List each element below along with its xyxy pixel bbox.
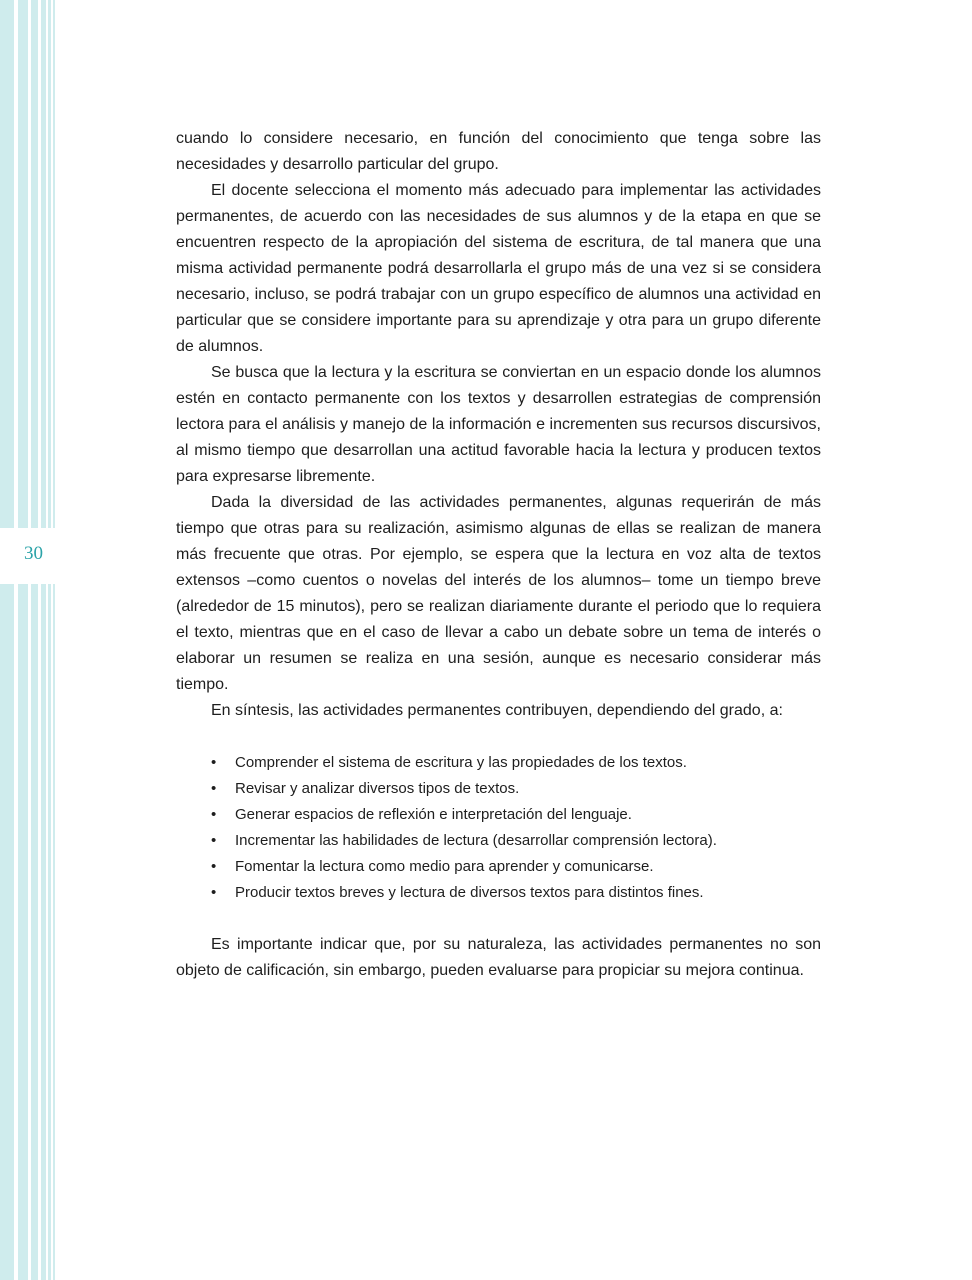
- list-item-text: Generar espacios de reflexión e interpretación del lenguaje.: [235, 806, 632, 823]
- list-item: [176, 880, 821, 906]
- list-item: [176, 854, 821, 880]
- margin-stripe: [41, 0, 46, 1280]
- list-item-text: Incrementar las habilidades de lectura (desarrollar comprensión lectora).: [235, 832, 717, 849]
- margin-stripe: [53, 0, 55, 1280]
- page-number: 30: [24, 543, 43, 564]
- list-item: [176, 776, 821, 802]
- paragraph-4: Dada la diversidad de las actividades permanentes, algunas requerirán de más tiempo que otras para su realización, asimismo algunas de ellas se realizan de manera más frecuente que otras. Por ejemplo, se espera que la lectura en voz alta de textos extensos –como cuentos o novelas del interés de los alumnos– tome un tiempo breve (alrededor de 15 minutos), pero se realizan diariamente durante el periodo que lo requiera el texto, mientras que en el caso de llevar a cabo un debate sobre un tema de interés o elaborar un resumen se realiza en una sesión, aunque es necesario considerar más tiempo.: [176, 494, 821, 693]
- margin-stripe: [48, 0, 51, 1280]
- list-item-text: Comprender el sistema de escritura y las propiedades de los textos.: [235, 754, 687, 771]
- body-text: [176, 126, 821, 984]
- bullet-icon: •: [211, 806, 217, 823]
- list-item-text: Fomentar la lectura como medio para aprender y comunicarse.: [235, 858, 654, 875]
- paragraph-5: En síntesis, las actividades permanentes contribuyen, dependiendo del grado, a:: [211, 702, 783, 719]
- paragraph-2: El docente selecciona el momento más adecuado para implementar las actividades permanentes, de acuerdo con las necesidades de sus alumnos y de la etapa en que se encuentren respecto de la apropiación del sistema de escritura, de tal manera que una misma actividad permanente podrá desarrollarla el grupo más de una vez si se considera necesario, incluso, se podrá trabajar con un grupo específico de alumnos una actividad en particular que se considere importante para su aprendizaje y otra para un grupo diferente de alumnos.: [176, 182, 821, 355]
- paragraph-3: Se busca que la lectura y la escritura se conviertan en un espacio donde los alumnos estén en contacto permanente con los textos y desarrollen estrategias de comprensión lectora para el análisis y manejo de la información e incrementen sus recursos discursivos, al mismo tiempo que desarrollan una actitud favorable hacia la lectura y producen textos para expresarse libremente.: [176, 364, 821, 485]
- paragraph-1: cuando lo considere necesario, en función del conocimiento que tenga sobre las necesidades y desarrollo particular del grupo.: [176, 130, 821, 173]
- bullet-icon: •: [211, 780, 217, 797]
- margin-stripe: [18, 0, 28, 1280]
- bullet-icon: •: [211, 884, 217, 901]
- paragraph-6: Es importante indicar que, por su naturaleza, las actividades permanentes no son objeto de calificación, sin embargo, pueden evaluarse para propiciar su mejora continua.: [176, 936, 821, 979]
- bullet-icon: •: [211, 832, 217, 849]
- list-item: [176, 802, 821, 828]
- list-item-text: Producir textos breves y lectura de diversos textos para distintos fines.: [235, 884, 704, 901]
- margin-stripe: [0, 0, 14, 1280]
- margin-stripe: [31, 0, 38, 1280]
- list-item: [176, 828, 821, 854]
- bullet-icon: •: [211, 754, 217, 771]
- list-item-text: Revisar y analizar diversos tipos de textos.: [235, 780, 520, 797]
- list-item: [176, 750, 821, 776]
- decorative-margin-stripes: [0, 0, 60, 1280]
- bullet-icon: •: [211, 858, 217, 875]
- bullet-list: [176, 750, 821, 906]
